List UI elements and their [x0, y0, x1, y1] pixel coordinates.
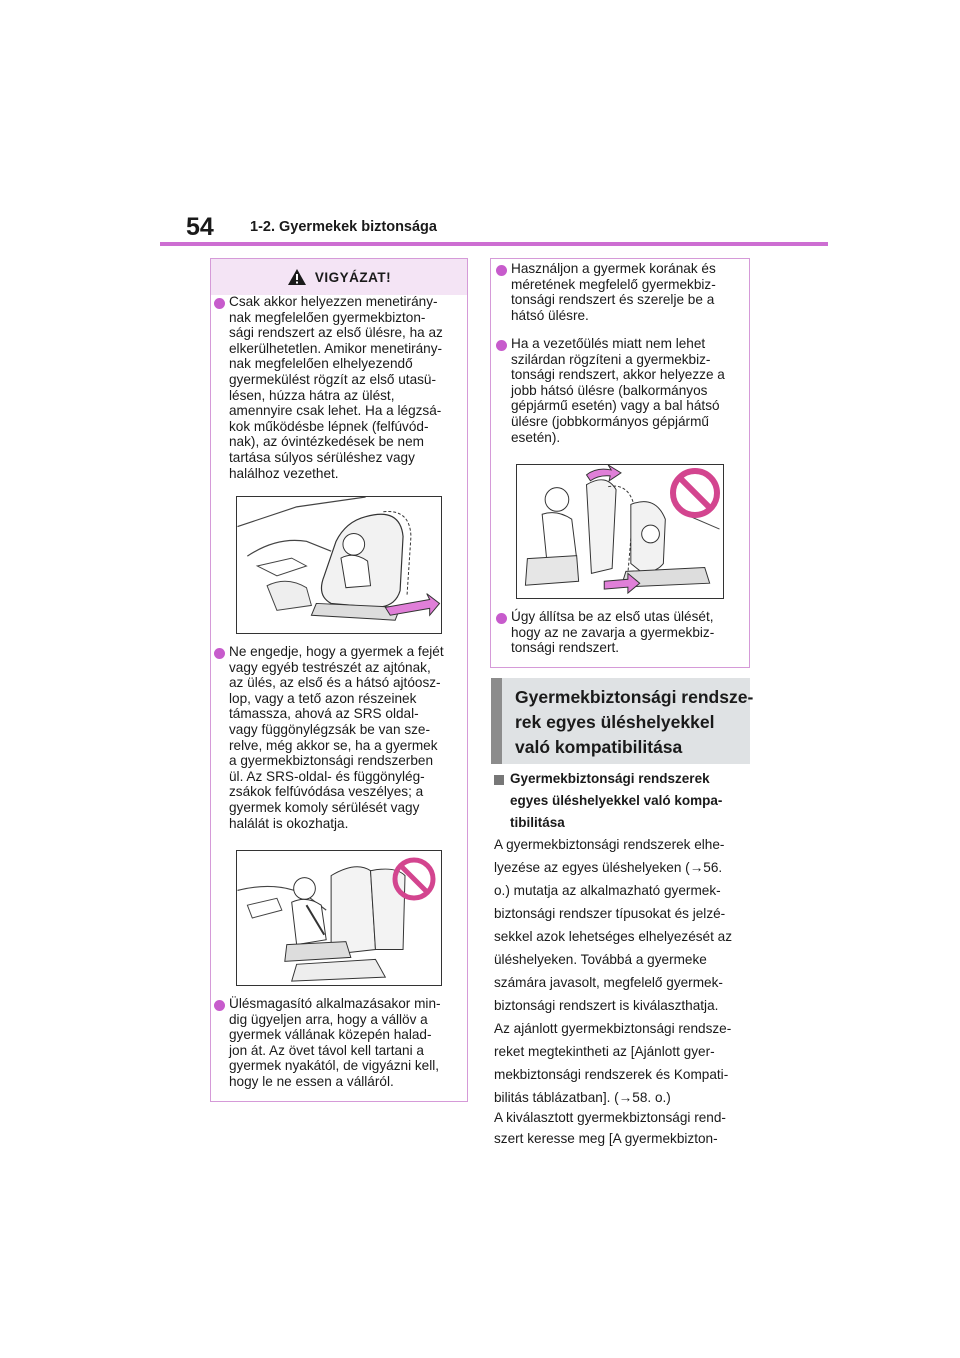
- text-line: nak megfelelően gyermekbizton-: [229, 309, 426, 325]
- prohibition-icon: [392, 857, 436, 901]
- text-line: vagy egyéb testrészét az ajtónak,: [229, 659, 431, 675]
- text-line: ül. Az SRS-oldal- és függönylég-: [229, 768, 425, 784]
- warning-triangle-icon: [287, 268, 307, 286]
- square-bullet-icon: [494, 775, 504, 785]
- text-line: gyermek vállának közepén halad-: [229, 1027, 432, 1043]
- subheading-line: Gyermekbiztonsági rendszerek: [510, 771, 710, 786]
- right-item-3: [511, 609, 714, 656]
- text-line: szilárdan rögzíteni a gyermekbiz-: [511, 351, 711, 367]
- text-line: gyermekülést rögzít az első utasü-: [229, 371, 437, 387]
- text-line: zsákok felfúvódása veszélyes; a: [229, 784, 424, 800]
- text-line: vagy függönylégzsák be van sze-: [229, 721, 431, 737]
- text-line: hogy le ne essen a válláról.: [229, 1073, 394, 1089]
- body-line: o.) mutatja az alkalmazható gyermek-: [494, 883, 721, 898]
- text-line: amennyire csak lehet. Ha a légzsá-: [229, 403, 442, 419]
- body-line: A gyermekbiztonsági rendszerek elhe-: [494, 837, 725, 852]
- text-line: jobb hátsó ülésre (balkormányos: [511, 382, 708, 398]
- body-line: reket megtekintheti az [Ajánlott gyer-: [494, 1044, 715, 1059]
- text-line: ülésre (jobbkormányos gépjármű: [511, 413, 709, 429]
- text-line: tonsági rendszert és szerelje be a: [511, 292, 715, 308]
- body-line: számára javasolt, megfelelő gyermek-: [494, 975, 723, 990]
- text-line: elkerülhetetlen. Amikor menetirány-: [229, 340, 443, 356]
- body-line: üléshelyeken. Továbbá a gyermeke: [494, 952, 707, 967]
- text-line: támassza, ahová az SRS oldal-: [229, 706, 419, 722]
- text-line: halálhoz vezethet.: [229, 465, 339, 481]
- heading-line: rek egyes üléshelyekkel: [515, 712, 715, 732]
- figure-child-leaning-on-door: [236, 850, 442, 986]
- text-line: tartása súlyos sérüléshez vagy: [229, 449, 415, 465]
- text-line: dig ügyeljen arra, hogy a vállöv a: [229, 1011, 428, 1027]
- warning-header: [211, 259, 467, 295]
- text-line: gépjármű esetén) vagy a bal hátsó: [511, 398, 720, 414]
- text-line: relve, még akkor se, ha a gyermek: [229, 737, 438, 753]
- text-line: tonsági rendszert.: [511, 640, 620, 656]
- header-rule: [160, 242, 828, 246]
- text-line: hátsó ülésre.: [511, 307, 589, 323]
- text-line: hogy az ne zavarja a gyermekbiz-: [511, 624, 715, 640]
- text-line: a gyermekbiztonsági rendszerben: [229, 753, 434, 769]
- text-line: sági rendszert az első ülésre, ha az: [229, 325, 443, 341]
- body-line: lyezése az egyes üléshelyeken (→56.: [494, 860, 723, 875]
- body-line: bilitás táblázatban]. (→58. o.): [494, 1090, 671, 1105]
- bullet-icon: [496, 613, 507, 624]
- page-number: 54: [186, 213, 214, 241]
- text-line: lésen, húzza hátra az ülést,: [229, 387, 395, 403]
- text-line: Ne engedje, hogy a gyermek a fejét: [229, 644, 444, 659]
- text-line: halálát is okozhatja.: [229, 815, 349, 831]
- text-line: Ülésmagasító alkalmazásakor min-: [229, 996, 441, 1011]
- text-line: Ha a vezetőülés miatt nem lehet: [511, 336, 706, 351]
- text-line: gyermek komoly sérülését vagy: [229, 799, 420, 815]
- figure-driver-seat-conflict: [516, 464, 724, 599]
- text-line: kok működésbe lépnek (felfúvód-: [229, 418, 429, 434]
- text-line: az ülés, az első és a hátsó ajtóosz-: [229, 675, 441, 691]
- text-line: tonsági rendszert, akkor helyezze a: [511, 367, 725, 383]
- body-line: A kiválasztott gyermekbiztonsági rend-: [494, 1110, 726, 1125]
- arrow-icon: [587, 465, 621, 481]
- subheading-line: tibilitása: [510, 815, 565, 830]
- bullet-icon: [214, 1000, 225, 1011]
- text-line: gyermek nyakától, de vigyázni kell,: [229, 1058, 440, 1074]
- text-line: esetén).: [511, 429, 561, 445]
- text-line: nak megfelelően elhelyezendő: [229, 356, 413, 372]
- body-line: biztonsági rendszer típusokat és jelzé-: [494, 906, 726, 921]
- heading-line: Gyermekbiztonsági rendsze-: [515, 687, 754, 707]
- figure-front-seat-child-seat: [236, 496, 442, 634]
- right-item-2: [511, 336, 725, 445]
- text-line: jon át. Az övet távol kell tartani a: [229, 1042, 424, 1058]
- bullet-icon: [214, 648, 225, 659]
- section-heading: [491, 678, 754, 764]
- warning-item-3: [229, 996, 441, 1090]
- text-line: Használjon a gyermek korának és: [511, 261, 716, 276]
- prohibition-icon: [669, 467, 721, 519]
- body-line: biztonsági rendszert is kiválaszthatja.: [494, 998, 719, 1013]
- bullet-icon: [496, 340, 507, 351]
- warning-item-2: [229, 644, 444, 831]
- bullet-icon: [214, 298, 225, 309]
- body-line: szert keresse meg [A gyermekbizton-: [494, 1131, 718, 1146]
- bullet-icon: [496, 265, 507, 276]
- body-line: Az ajánlott gyermekbiztonsági rendsze-: [494, 1021, 732, 1036]
- body-line: sekkel azok lehetséges elhelyezését az: [494, 929, 733, 944]
- body-line: mekbiztonsági rendszerek és Kompati-: [494, 1067, 729, 1082]
- warning-item-1: [229, 294, 443, 481]
- heading-line: való kompatibilitása: [515, 737, 683, 757]
- section-title: 1-2. Gyermekek biztonsága: [250, 219, 437, 235]
- right-item-1: [511, 261, 716, 323]
- text-line: Csak akkor helyezzen menetirány-: [229, 294, 438, 309]
- text-line: méretének megfelelő gyermekbiz-: [511, 276, 716, 292]
- subheading-line: egyes üléshelyekkel való kompa-: [510, 793, 723, 808]
- text-line: nak), az óvintézkedések be nem: [229, 434, 424, 450]
- text-line: Úgy állítsa be az első utas ülését,: [511, 609, 714, 624]
- text-line: lop, vagy a tető azon részeinek: [229, 690, 417, 706]
- warning-title: VIGYÁZAT!: [314, 269, 392, 285]
